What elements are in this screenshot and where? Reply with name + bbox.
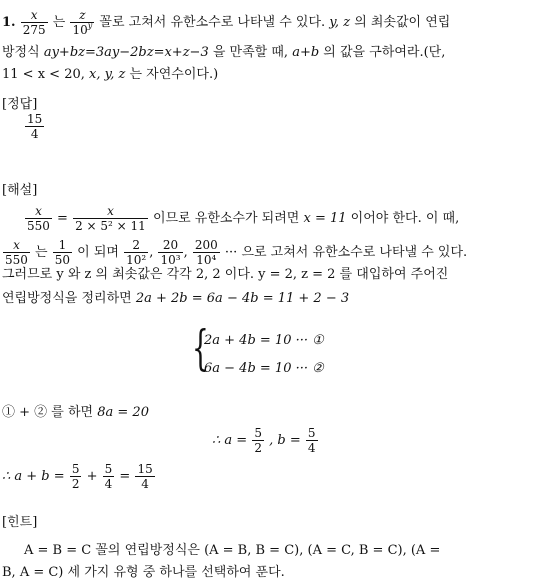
solution-line-4: 연립방정식을 정리하면 2a + 2b = 6a − 4b = 11 + 2 − 3 — [2, 291, 350, 306]
hint-line-2: B, A = C) 세 가지 유형 중 하나를 선택하여 푼다. — [2, 565, 285, 580]
system-equation-2: 6a − 4b = 10 ··· ② — [204, 361, 324, 376]
answer-value: $\frac{15}{4}$ — [27, 112, 43, 141]
fraction-z-over-10y: $\frac{z}{10^y}$ — [72, 8, 93, 37]
problem-line-3: 11 < x < 20, x, y, z 는 자연수이다.) — [2, 67, 219, 82]
answer-label: [정답] — [2, 97, 38, 112]
problem-number: 1. — [2, 15, 16, 30]
problem-line-2: 방정식 ay+bz=3ay−2bz=x+z−3 을 만족할 때, a+b 의 값을 구하여라.(단, — [2, 45, 446, 60]
combined-equation: 2a + 2b = 6a − 4b = 11 + 2 − 3 — [135, 291, 350, 306]
problem-condition: 11 < x < 20, — [2, 67, 85, 82]
solution-line-1: $\frac{x}{550}$ = $\frac{x}{\text{2 × 5² × 11}}$ 이므로 유한소수가 되려면 x = 11 이어야 한다. 이 때, — [27, 204, 460, 233]
solution-line-3: 그러므로 y 와 z 의 최솟값은 각각 2, 2 이다. y = 2, z = 2 를 대입하여 주어진 — [2, 267, 449, 282]
solution-line-sum: ∴ a + b = $\frac{5}{2}$ + $\frac{5}{4}$ = $\frac{15}{4}$ — [2, 462, 153, 491]
hint-label: [힌트] — [2, 515, 38, 530]
fraction-x-over-275: $\frac{x}{275}$ — [22, 8, 46, 37]
system-equation-1: 2a + 4b = 10 ··· ① — [204, 333, 324, 348]
problem-equation: ay+bz=3ay−2bz=x+z−3 — [43, 45, 209, 60]
solution-line-2: $\frac{x}{550}$ 는 $\frac{1}{50}$ 이 되며 $\frac{2}{\text{10²}}$ , $\frac{20}{\text{10³}}$ , $\frac{200}{\text{10⁴}}$ ··· 으로 고쳐서 유한소수로 나타낼 수 있다. — [5, 238, 468, 267]
solution-line-5: ① + ② 를 하면 8a = 20 — [2, 405, 149, 420]
solution-line-a-value: ∴ a = $\frac{5}{2}$ , b = $\frac{5}{4}$ — [212, 426, 316, 455]
hint-line-1: A = B = C 꼴의 연립방정식은 (A = B, B = C), (A = C, B = C), (A = — [24, 543, 441, 558]
problem-line-1: 1. $\frac{x}{275}$ 는 $\frac{z}{10^y}$ 꼴로 고쳐서 유한소수로 나타낼 수 있다. y, z 의 최솟값이 연립 — [2, 8, 451, 37]
solution-label: [해설] — [2, 183, 38, 198]
system-brace: { — [192, 320, 209, 376]
